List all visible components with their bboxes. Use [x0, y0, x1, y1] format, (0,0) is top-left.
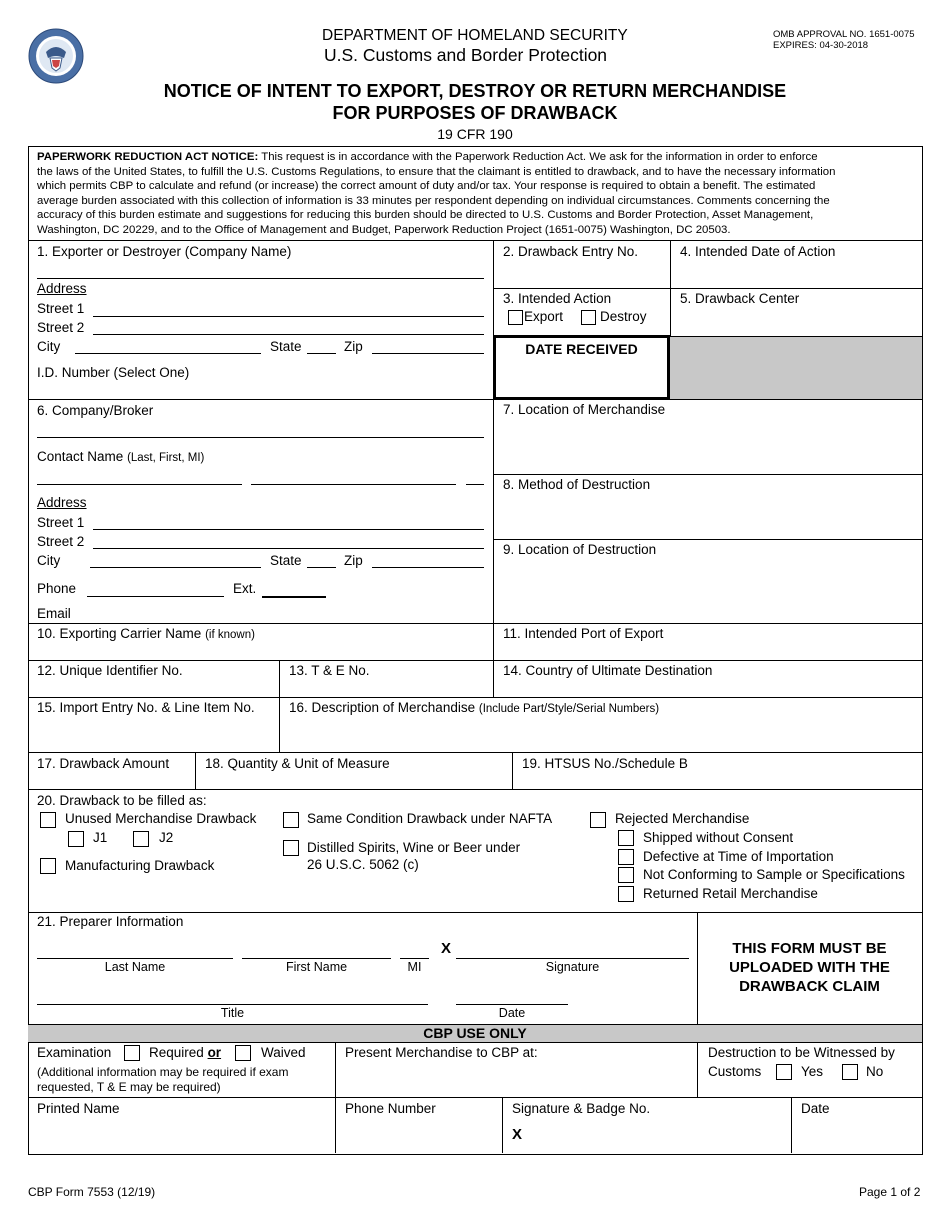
j2-checkbox[interactable]	[133, 831, 149, 847]
exam-required-label: Required or	[149, 1045, 222, 1060]
contact-name-label: Contact Name (Last, First, MI)	[37, 449, 205, 464]
drawback-center-label: 5. Drawback Center	[680, 291, 800, 306]
cfr-citation: 19 CFR 190	[437, 126, 513, 142]
preparer-mi-field[interactable]	[400, 958, 429, 959]
cbp-date-label: Date	[801, 1101, 830, 1116]
company-broker-field[interactable]	[37, 437, 484, 438]
method-destruction-label: 8. Method of Destruction	[503, 477, 651, 492]
f1-city-field[interactable]	[75, 353, 261, 354]
f1-zip-label: Zip	[344, 339, 363, 354]
unique-identifier-label: 12. Unique Identifier No.	[37, 663, 183, 678]
upload-notice-line3: DRAWBACK CLAIM	[739, 978, 880, 995]
exporter-name-field[interactable]	[37, 278, 484, 279]
cbp-gray-area	[670, 336, 922, 399]
f6-zip-field[interactable]	[372, 567, 484, 568]
f1-state-label: State	[270, 339, 302, 354]
f6-state-field[interactable]	[307, 567, 336, 568]
form-subtitle: FOR PURPOSES OF DRAWBACK	[332, 103, 618, 123]
nafta-checkbox[interactable]	[283, 812, 299, 828]
f1-city-label: City	[37, 339, 61, 354]
first-name-caption: First Name	[285, 960, 348, 974]
expiration-date: EXPIRES: 04-30-2018	[773, 40, 869, 51]
port-of-export-label: 11. Intended Port of Export	[503, 626, 664, 641]
j1-checkbox[interactable]	[68, 831, 84, 847]
upload-notice-line1: THIS FORM MUST BE	[732, 940, 887, 957]
distilled-spirits-checkbox[interactable]	[283, 840, 299, 856]
preparer-signature-x: X	[441, 940, 452, 957]
destroy-checkbox[interactable]	[581, 310, 596, 325]
present-merchandise-label: Present Merchandise to CBP at:	[345, 1045, 538, 1060]
intended-action-label: 3. Intended Action	[503, 291, 612, 306]
f1-street1-label: Street 1	[37, 301, 85, 316]
paperwork-notice: PAPERWORK REDUCTION ACT NOTICE: This request is in accordance with the Paperwork Reduction Act. We ask for the information in order to enforce the laws of the United States, to fulfill the U.S. Customs Regulations, to ensure that the claimant is entitled to drawback, and to have the necessary information which permits CBP to calculate and refund (or increase) the correct amount of duty and/or tax. Your response is required to obtain a benefit. The estimated average burden associated with this collection of information is 33 minutes per respondent depending on individual circumstances. Comments concerning the accuracy of this burden estimate and suggestions for reducing this burden should be directed to U.S. Customs and Border Protection, Asset Management, Washington, DC 20229, and to the Office of Management and Budget, Paperwork Reduction Project (1651-0075) Washington, DC 20503.	[37, 151, 836, 236]
ext-label: Ext.	[233, 581, 257, 596]
unused-merchandise-checkbox[interactable]	[40, 812, 56, 828]
contact-first-field[interactable]	[251, 484, 456, 485]
preparer-first-field[interactable]	[242, 958, 391, 959]
returned-retail-checkbox[interactable]	[618, 886, 634, 902]
f6-address-label: Address	[37, 495, 87, 510]
f1-state-field[interactable]	[307, 353, 336, 354]
drawback-entry-label: 2. Drawback Entry No.	[503, 244, 639, 259]
mi-caption: MI	[407, 960, 422, 974]
date-received-label: DATE RECEIVED	[525, 341, 638, 357]
printed-name-label: Printed Name	[37, 1101, 120, 1116]
location-destruction-label: 9. Location of Destruction	[503, 542, 657, 557]
not-conforming-label: Not Conforming to Sample or Specifications	[643, 867, 905, 882]
date-caption: Date	[498, 1006, 526, 1020]
drawback-type-label: 20. Drawback to be filled as:	[37, 793, 207, 808]
distilled-spirits-code: 26 U.S.C. 5062 (c)	[307, 857, 419, 872]
not-conforming-checkbox[interactable]	[618, 867, 634, 883]
exam-note-line2: requested, T & E may be required)	[37, 1080, 221, 1094]
email-label: Email	[37, 606, 71, 621]
last-name-caption: Last Name	[104, 960, 166, 974]
witness-customs-label: Customs	[708, 1064, 762, 1079]
f6-zip-label: Zip	[344, 553, 363, 568]
exporting-carrier-label: 10. Exporting Carrier Name (if known)	[37, 626, 255, 641]
j2-label: J2	[159, 830, 174, 845]
returned-retail-label: Returned Retail Merchandise	[643, 886, 818, 901]
f6-state-label: State	[270, 553, 302, 568]
f1-address-label: Address	[37, 281, 87, 296]
preparer-info-label: 21. Preparer Information	[37, 914, 184, 929]
f1-street2-field[interactable]	[93, 334, 484, 335]
witness-yes-checkbox[interactable]	[776, 1064, 792, 1080]
htsus-label: 19. HTSUS No./Schedule B	[522, 756, 688, 771]
page-number: Page 1 of 2	[859, 1185, 921, 1199]
department-name: DEPARTMENT OF HOMELAND SECURITY	[322, 27, 628, 44]
preparer-title-field[interactable]	[37, 1004, 428, 1005]
upload-notice-line2: UPLOADED WITH THE	[729, 959, 890, 976]
defective-checkbox[interactable]	[618, 849, 634, 865]
f6-city-field[interactable]	[90, 567, 261, 568]
agency-name: U.S. Customs and Border Protection	[324, 45, 608, 65]
form-title: NOTICE OF INTENT TO EXPORT, DESTROY OR RETURN MERCHANDISE	[163, 81, 787, 101]
f6-street2-field[interactable]	[93, 548, 484, 549]
country-destination-label: 14. Country of Ultimate Destination	[503, 663, 713, 678]
omb-number: OMB APPROVAL NO. 1651-0075	[773, 29, 915, 40]
f6-street2-label: Street 2	[37, 534, 85, 549]
manufacturing-label: Manufacturing Drawback	[65, 858, 215, 873]
witness-no-label: No	[866, 1064, 884, 1079]
witness-label: Destruction to be Witnessed by	[708, 1045, 895, 1060]
rejected-checkbox[interactable]	[590, 812, 606, 828]
exam-note-line1: (Additional information may be required if exam	[37, 1065, 289, 1079]
description-label: 16. Description of Merchandise (Include Part/Style/Serial Numbers)	[289, 700, 660, 715]
signature-badge-x: X	[512, 1126, 523, 1143]
witness-no-checkbox[interactable]	[842, 1064, 858, 1080]
destroy-label: Destroy	[600, 309, 647, 324]
phone-number-label: Phone Number	[345, 1101, 436, 1116]
id-number-select[interactable]: I.D. Number (Select One)	[37, 365, 190, 380]
nafta-label: Same Condition Drawback under NAFTA	[307, 811, 553, 826]
shipped-without-consent-checkbox[interactable]	[618, 830, 634, 846]
manufacturing-checkbox[interactable]	[40, 858, 56, 874]
company-broker-label: 6. Company/Broker	[37, 403, 154, 418]
witness-yes-label: Yes	[801, 1064, 824, 1079]
shipped-without-consent-label: Shipped without Consent	[643, 830, 794, 845]
distilled-spirits-label: Distilled Spirits, Wine or Beer under	[307, 840, 521, 855]
f6-city-label: City	[37, 553, 61, 568]
f1-zip-field[interactable]	[372, 353, 484, 354]
signature-caption: Signature	[545, 960, 600, 974]
title-caption: Title	[220, 1006, 245, 1020]
contact-last-field[interactable]	[37, 484, 242, 485]
examination-label: Examination	[37, 1045, 112, 1060]
f6-street1-field[interactable]	[93, 529, 484, 530]
rejected-label: Rejected Merchandise	[615, 811, 750, 826]
quantity-unit-label: 18. Quantity & Unit of Measure	[205, 756, 390, 771]
location-merchandise-label: 7. Location of Merchandise	[503, 402, 666, 417]
defective-label: Defective at Time of Importation	[643, 849, 834, 864]
signature-badge-label: Signature & Badge No.	[512, 1101, 651, 1116]
exporter-label: 1. Exporter or Destroyer (Company Name)	[37, 244, 292, 259]
preparer-signature-field[interactable]	[456, 958, 689, 959]
dhs-seal-logo	[28, 28, 84, 84]
intended-date-label: 4. Intended Date of Action	[680, 244, 836, 259]
te-number-label: 13. T & E No.	[289, 663, 370, 678]
export-checkbox[interactable]	[508, 310, 523, 325]
ext-field[interactable]	[262, 596, 326, 598]
export-label: Export	[524, 309, 564, 324]
exam-required-checkbox[interactable]	[124, 1045, 140, 1061]
f6-street1-label: Street 1	[37, 515, 85, 530]
import-entry-label: 15. Import Entry No. & Line Item No.	[37, 700, 255, 715]
drawback-amount-label: 17. Drawback Amount	[37, 756, 170, 771]
j1-label: J1	[93, 830, 108, 845]
phone-label: Phone	[37, 581, 77, 596]
exam-waived-checkbox[interactable]	[235, 1045, 251, 1061]
form-number: CBP Form 7553 (12/19)	[28, 1185, 156, 1199]
preparer-last-field[interactable]	[37, 958, 233, 959]
f1-street1-field[interactable]	[93, 316, 484, 317]
f1-street2-label: Street 2	[37, 320, 85, 335]
contact-mi-field[interactable]	[466, 484, 484, 485]
phone-field[interactable]	[87, 596, 224, 597]
cbp-use-only-label: CBP USE ONLY	[423, 1025, 527, 1041]
exam-waived-label: Waived	[261, 1045, 306, 1060]
unused-merchandise-label: Unused Merchandise Drawback	[65, 811, 257, 826]
preparer-date-field[interactable]	[456, 1004, 568, 1005]
